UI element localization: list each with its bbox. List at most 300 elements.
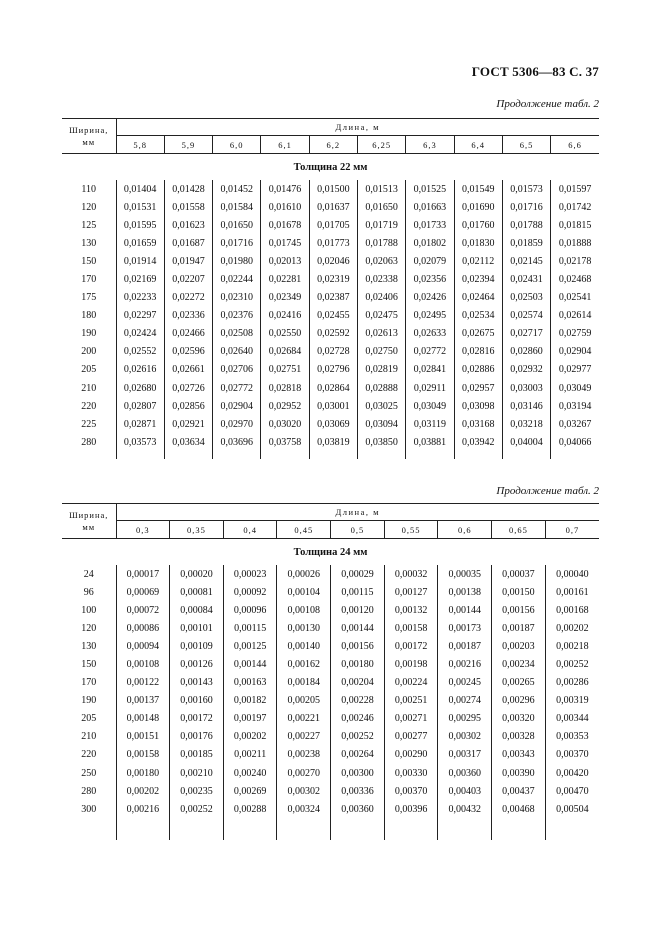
volume-cell: 0,00130	[277, 619, 331, 637]
spacer-cell	[502, 451, 550, 459]
volume-cell: 0,00468	[492, 800, 546, 818]
volume-cell: 0,00224	[384, 674, 438, 692]
volume-cell: 0,00040	[545, 565, 599, 583]
volume-cell: 0,02904	[551, 343, 599, 361]
length-column-header: 6,0	[213, 136, 261, 154]
volume-cell: 0,00187	[438, 637, 492, 655]
volume-cell: 0,00115	[223, 619, 277, 637]
width-cell: 120	[81, 622, 97, 634]
table-row	[62, 800, 599, 818]
volume-cell: 0,00104	[277, 583, 331, 601]
table-row	[62, 583, 599, 601]
table-row	[62, 433, 599, 451]
volume-cell: 0,02886	[454, 361, 502, 379]
width-cell: 225	[81, 418, 97, 430]
volume-cell: 0,02728	[309, 343, 357, 361]
volume-cell: 0,00216	[438, 655, 492, 673]
volume-cell: 0,00344	[545, 710, 599, 728]
volume-cell: 0,00296	[492, 692, 546, 710]
volume-cell: 0,00197	[223, 710, 277, 728]
volume-cell: 0,03094	[357, 415, 405, 433]
volume-cell: 0,02541	[551, 289, 599, 307]
spacer-cell	[116, 818, 170, 840]
volume-cell: 0,02640	[213, 343, 261, 361]
volume-cell: 0,02904	[213, 397, 261, 415]
volume-cell: 0,01584	[213, 198, 261, 216]
length-column-header: 0,5	[331, 521, 385, 539]
table-row	[62, 325, 599, 343]
volume-cell: 0,02112	[454, 252, 502, 270]
volume-cell: 0,00176	[170, 728, 224, 746]
volume-cell: 0,01428	[164, 180, 212, 198]
volume-cell: 0,00252	[545, 655, 599, 673]
thickness-section-title: Толщина 24 мм	[62, 539, 599, 566]
volume-cell: 0,00274	[438, 692, 492, 710]
volume-cell: 0,00432	[438, 800, 492, 818]
volume-cell: 0,00096	[223, 601, 277, 619]
volume-cell: 0,00205	[277, 692, 331, 710]
width-cell: 205	[81, 713, 97, 725]
table-row	[62, 619, 599, 637]
volume-cell: 0,00148	[116, 710, 170, 728]
width-cell: 300	[81, 803, 97, 815]
volume-cell: 0,01719	[357, 216, 405, 234]
width-cell: 96	[83, 586, 94, 598]
spacer-cell	[438, 818, 492, 840]
width-cell: 280	[81, 785, 97, 797]
volume-cell: 0,01531	[116, 198, 164, 216]
volume-cell: 0,02759	[551, 325, 599, 343]
volume-cell: 0,00252	[170, 800, 224, 818]
volume-cell: 0,02592	[309, 325, 357, 343]
volume-cell: 0,00228	[331, 692, 385, 710]
volume-cell: 0,02772	[213, 379, 261, 397]
volume-cell: 0,03146	[502, 397, 550, 415]
volume-cell: 0,02616	[116, 361, 164, 379]
volume-cell: 0,00037	[492, 565, 546, 583]
volume-cell: 0,03098	[454, 397, 502, 415]
length-column-header: 6,3	[406, 136, 454, 154]
volume-cell: 0,02952	[261, 397, 309, 415]
table1-continuation-note: Продолжение табл. 2	[496, 98, 599, 110]
volume-cell: 0,02841	[406, 361, 454, 379]
volume-cell: 0,02468	[551, 270, 599, 288]
volume-cell: 0,02772	[406, 343, 454, 361]
width-cell: 210	[81, 731, 97, 743]
volume-cell: 0,02932	[502, 361, 550, 379]
volume-cell: 0,01549	[454, 180, 502, 198]
page-header: ГОСТ 5306—83 С. 37	[471, 64, 599, 79]
volume-cell: 0,01595	[116, 216, 164, 234]
table-row	[62, 379, 599, 397]
volume-cell: 0,00235	[170, 782, 224, 800]
volume-cell: 0,00202	[545, 619, 599, 637]
volume-cell: 0,00221	[277, 710, 331, 728]
volume-cell: 0,02819	[357, 361, 405, 379]
volume-cell: 0,01947	[164, 252, 212, 270]
table-row	[62, 270, 599, 288]
table-row	[62, 252, 599, 270]
spacer-cell	[62, 818, 116, 840]
table-row	[62, 746, 599, 764]
volume-cell: 0,00168	[545, 601, 599, 619]
table-row	[62, 692, 599, 710]
volume-cell: 0,02319	[309, 270, 357, 288]
volume-cell: 0,00173	[438, 619, 492, 637]
volume-cell: 0,00156	[331, 637, 385, 655]
volume-cell: 0,00390	[492, 764, 546, 782]
volume-cell: 0,00370	[545, 746, 599, 764]
volume-cell: 0,00360	[331, 800, 385, 818]
volume-cell: 0,00020	[170, 565, 224, 583]
volume-cell: 0,02338	[357, 270, 405, 288]
width-cell: 190	[81, 695, 97, 707]
volume-cell: 0,02145	[502, 252, 550, 270]
spacer-cell	[454, 451, 502, 459]
volume-cell: 0,01815	[551, 216, 599, 234]
table2-continuation-note: Продолжение табл. 2	[496, 485, 599, 497]
width-cell: 175	[81, 292, 97, 304]
length-column-header: 5,8	[116, 136, 164, 154]
volume-cell: 0,00138	[438, 583, 492, 601]
volume-cell: 0,02726	[164, 379, 212, 397]
volume-cell: 0,02207	[164, 270, 212, 288]
length-column-header: 6,25	[357, 136, 405, 154]
table-row	[62, 782, 599, 800]
volume-cell: 0,02807	[116, 397, 164, 415]
volume-cell: 0,02233	[116, 289, 164, 307]
volume-cell: 0,01705	[309, 216, 357, 234]
volume-cell: 0,03001	[309, 397, 357, 415]
volume-cell: 0,00403	[438, 782, 492, 800]
volume-cell: 0,00251	[384, 692, 438, 710]
width-cell: 100	[81, 604, 97, 616]
width-cell: 205	[81, 364, 97, 376]
width-cell: 220	[81, 749, 97, 761]
volume-cell: 0,00277	[384, 728, 438, 746]
volume-cell: 0,00336	[331, 782, 385, 800]
volume-cell: 0,02169	[116, 270, 164, 288]
table2	[62, 503, 599, 840]
volume-cell: 0,02426	[406, 289, 454, 307]
volume-cell: 0,00234	[492, 655, 546, 673]
width-cell: 120	[81, 201, 97, 213]
spacer-cell	[213, 451, 261, 459]
volume-cell: 0,01788	[502, 216, 550, 234]
volume-cell: 0,00264	[331, 746, 385, 764]
volume-cell: 0,00101	[170, 619, 224, 637]
table-row	[62, 415, 599, 433]
volume-cell: 0,02816	[454, 343, 502, 361]
volume-cell: 0,00290	[384, 746, 438, 764]
volume-cell: 0,02717	[502, 325, 550, 343]
volume-cell: 0,01573	[502, 180, 550, 198]
volume-cell: 0,03119	[406, 415, 454, 433]
spacer-cell	[357, 451, 405, 459]
volume-cell: 0,01476	[261, 180, 309, 198]
volume-cell: 0,02394	[454, 270, 502, 288]
volume-cell: 0,01760	[454, 216, 502, 234]
length-column-header: 0,55	[384, 521, 438, 539]
volume-cell: 0,00035	[438, 565, 492, 583]
volume-cell: 0,01404	[116, 180, 164, 198]
volume-cell: 0,02464	[454, 289, 502, 307]
volume-cell: 0,00172	[170, 710, 224, 728]
volume-cell: 0,00081	[170, 583, 224, 601]
volume-cell: 0,02310	[213, 289, 261, 307]
volume-cell: 0,00203	[492, 637, 546, 655]
volume-cell: 0,00023	[223, 565, 277, 583]
width-cell: 150	[81, 255, 97, 267]
volume-cell: 0,02244	[213, 270, 261, 288]
volume-cell: 0,02706	[213, 361, 261, 379]
volume-cell: 0,00109	[170, 637, 224, 655]
volume-cell: 0,02860	[502, 343, 550, 361]
spacer-cell	[384, 818, 438, 840]
table-row	[62, 674, 599, 692]
volume-cell: 0,00127	[384, 583, 438, 601]
width-cell: 210	[81, 382, 97, 394]
volume-cell: 0,00140	[277, 637, 331, 655]
volume-cell: 0,01513	[357, 180, 405, 198]
volume-cell: 0,01659	[116, 234, 164, 252]
volume-cell: 0,02970	[213, 415, 261, 433]
volume-cell: 0,00125	[223, 637, 277, 655]
volume-cell: 0,00144	[438, 601, 492, 619]
table-row	[62, 710, 599, 728]
length-column-header: 0,3	[116, 521, 170, 539]
volume-cell: 0,01678	[261, 216, 309, 234]
volume-cell: 0,00084	[170, 601, 224, 619]
volume-cell: 0,02856	[164, 397, 212, 415]
volume-cell: 0,02406	[357, 289, 405, 307]
length-column-header: 0,4	[223, 521, 277, 539]
volume-cell: 0,00144	[223, 655, 277, 673]
volume-cell: 0,02466	[164, 325, 212, 343]
volume-cell: 0,02495	[406, 307, 454, 325]
table-row	[62, 216, 599, 234]
width-cell: 170	[81, 274, 97, 286]
volume-cell: 0,00319	[545, 692, 599, 710]
volume-cell: 0,00069	[116, 583, 170, 601]
width-cell: 130	[81, 640, 97, 652]
volume-cell: 0,00072	[116, 601, 170, 619]
volume-cell: 0,01452	[213, 180, 261, 198]
volume-cell: 0,00172	[384, 637, 438, 655]
table-bottom-spacer	[62, 818, 599, 840]
thickness-section-title: Толщина 22 мм	[62, 154, 599, 181]
volume-cell: 0,01742	[551, 198, 599, 216]
volume-cell: 0,03168	[454, 415, 502, 433]
volume-cell: 0,00092	[223, 583, 277, 601]
volume-cell: 0,00420	[545, 764, 599, 782]
volume-cell: 0,01802	[406, 234, 454, 252]
volume-cell: 0,00269	[223, 782, 277, 800]
volume-cell: 0,02818	[261, 379, 309, 397]
volume-cell: 0,00360	[438, 764, 492, 782]
volume-cell: 0,00240	[223, 764, 277, 782]
volume-cell: 0,00238	[277, 746, 331, 764]
volume-cell: 0,03218	[502, 415, 550, 433]
table-bottom-spacer	[62, 451, 599, 459]
spacer-cell	[545, 818, 599, 840]
volume-cell: 0,00198	[384, 655, 438, 673]
volume-cell: 0,02079	[406, 252, 454, 270]
volume-cell: 0,02356	[406, 270, 454, 288]
volume-cell: 0,01716	[213, 234, 261, 252]
volume-cell: 0,00086	[116, 619, 170, 637]
table-row	[62, 343, 599, 361]
length-column-header: 0,7	[545, 521, 599, 539]
volume-cell: 0,02297	[116, 307, 164, 325]
volume-cell: 0,02911	[406, 379, 454, 397]
volume-cell: 0,00252	[331, 728, 385, 746]
table-row	[62, 565, 599, 583]
volume-cell: 0,02684	[261, 343, 309, 361]
volume-cell: 0,00330	[384, 764, 438, 782]
volume-cell: 0,03634	[164, 433, 212, 451]
volume-cell: 0,00032	[384, 565, 438, 583]
volume-cell: 0,01733	[406, 216, 454, 234]
spacer-cell	[261, 451, 309, 459]
width-header: Ширина, мм	[62, 504, 116, 539]
volume-cell: 0,02387	[309, 289, 357, 307]
width-cell: 250	[81, 767, 97, 779]
volume-cell: 0,00216	[116, 800, 170, 818]
volume-cell: 0,00180	[331, 655, 385, 673]
table-row	[62, 198, 599, 216]
width-cell: 110	[81, 183, 97, 195]
width-cell: 125	[81, 219, 97, 231]
volume-cell: 0,00271	[384, 710, 438, 728]
width-cell: 170	[81, 677, 97, 689]
volume-cell: 0,02431	[502, 270, 550, 288]
volume-cell: 0,00328	[492, 728, 546, 746]
volume-cell: 0,00120	[331, 601, 385, 619]
volume-cell: 0,00017	[116, 565, 170, 583]
width-cell: 24	[83, 568, 94, 580]
volume-cell: 0,00437	[492, 782, 546, 800]
volume-cell: 0,03758	[261, 433, 309, 451]
volume-cell: 0,01525	[406, 180, 454, 198]
volume-cell: 0,00317	[438, 746, 492, 764]
volume-cell: 0,00162	[277, 655, 331, 673]
volume-cell: 0,02921	[164, 415, 212, 433]
length-header: Длина, м	[116, 504, 599, 521]
volume-cell: 0,03942	[454, 433, 502, 451]
volume-cell: 0,00302	[438, 728, 492, 746]
volume-cell: 0,00180	[116, 764, 170, 782]
volume-cell: 0,00343	[492, 746, 546, 764]
volume-cell: 0,01650	[213, 216, 261, 234]
volume-cell: 0,02475	[357, 307, 405, 325]
volume-cell: 0,03881	[406, 433, 454, 451]
volume-cell: 0,00324	[277, 800, 331, 818]
volume-cell: 0,03003	[502, 379, 550, 397]
table-row	[62, 764, 599, 782]
volume-cell: 0,00300	[331, 764, 385, 782]
volume-cell: 0,02675	[454, 325, 502, 343]
volume-cell: 0,01597	[551, 180, 599, 198]
volume-cell: 0,02416	[261, 307, 309, 325]
volume-cell: 0,00158	[116, 746, 170, 764]
spacer-cell	[223, 818, 277, 840]
volume-cell: 0,01859	[502, 234, 550, 252]
volume-cell: 0,02888	[357, 379, 405, 397]
volume-cell: 0,02796	[309, 361, 357, 379]
volume-cell: 0,03573	[116, 433, 164, 451]
volume-cell: 0,01888	[551, 234, 599, 252]
spacer-cell	[170, 818, 224, 840]
volume-cell: 0,03020	[261, 415, 309, 433]
volume-cell: 0,01980	[213, 252, 261, 270]
volume-cell: 0,01716	[502, 198, 550, 216]
spacer-cell	[164, 451, 212, 459]
volume-cell: 0,00396	[384, 800, 438, 818]
volume-cell: 0,02272	[164, 289, 212, 307]
volume-cell: 0,00265	[492, 674, 546, 692]
volume-cell: 0,02614	[551, 307, 599, 325]
volume-cell: 0,03049	[406, 397, 454, 415]
table1	[62, 118, 599, 459]
volume-cell: 0,00246	[331, 710, 385, 728]
volume-cell: 0,00302	[277, 782, 331, 800]
volume-cell: 0,04004	[502, 433, 550, 451]
volume-cell: 0,00470	[545, 782, 599, 800]
volume-cell: 0,00161	[545, 583, 599, 601]
volume-cell: 0,01500	[309, 180, 357, 198]
volume-cell: 0,00144	[331, 619, 385, 637]
volume-cell: 0,03194	[551, 397, 599, 415]
spacer-cell	[116, 451, 164, 459]
volume-cell: 0,00187	[492, 619, 546, 637]
table-row	[62, 637, 599, 655]
spacer-cell	[492, 818, 546, 840]
length-header: Длина, м	[116, 119, 599, 136]
volume-cell: 0,00137	[116, 692, 170, 710]
volume-cell: 0,01663	[406, 198, 454, 216]
length-column-header: 6,5	[502, 136, 550, 154]
length-column-header: 0,35	[170, 521, 224, 539]
length-column-header: 0,65	[492, 521, 546, 539]
volume-cell: 0,01650	[357, 198, 405, 216]
width-cell: 220	[81, 400, 97, 412]
volume-cell: 0,02508	[213, 325, 261, 343]
volume-cell: 0,02376	[213, 307, 261, 325]
length-column-header: 6,6	[551, 136, 599, 154]
length-column-header: 6,1	[261, 136, 309, 154]
volume-cell: 0,00270	[277, 764, 331, 782]
volume-cell: 0,00245	[438, 674, 492, 692]
volume-cell: 0,02680	[116, 379, 164, 397]
table-row	[62, 180, 599, 198]
volume-cell: 0,03819	[309, 433, 357, 451]
volume-cell: 0,02574	[502, 307, 550, 325]
volume-cell: 0,01637	[309, 198, 357, 216]
volume-cell: 0,00295	[438, 710, 492, 728]
volume-cell: 0,01623	[164, 216, 212, 234]
volume-cell: 0,00115	[331, 583, 385, 601]
volume-cell: 0,00320	[492, 710, 546, 728]
volume-cell: 0,00163	[223, 674, 277, 692]
volume-cell: 0,00202	[116, 782, 170, 800]
length-column-header: 0,45	[277, 521, 331, 539]
table-row	[62, 655, 599, 673]
width-cell: 200	[81, 346, 97, 358]
volume-cell: 0,02281	[261, 270, 309, 288]
volume-cell: 0,00126	[170, 655, 224, 673]
table-row	[62, 728, 599, 746]
